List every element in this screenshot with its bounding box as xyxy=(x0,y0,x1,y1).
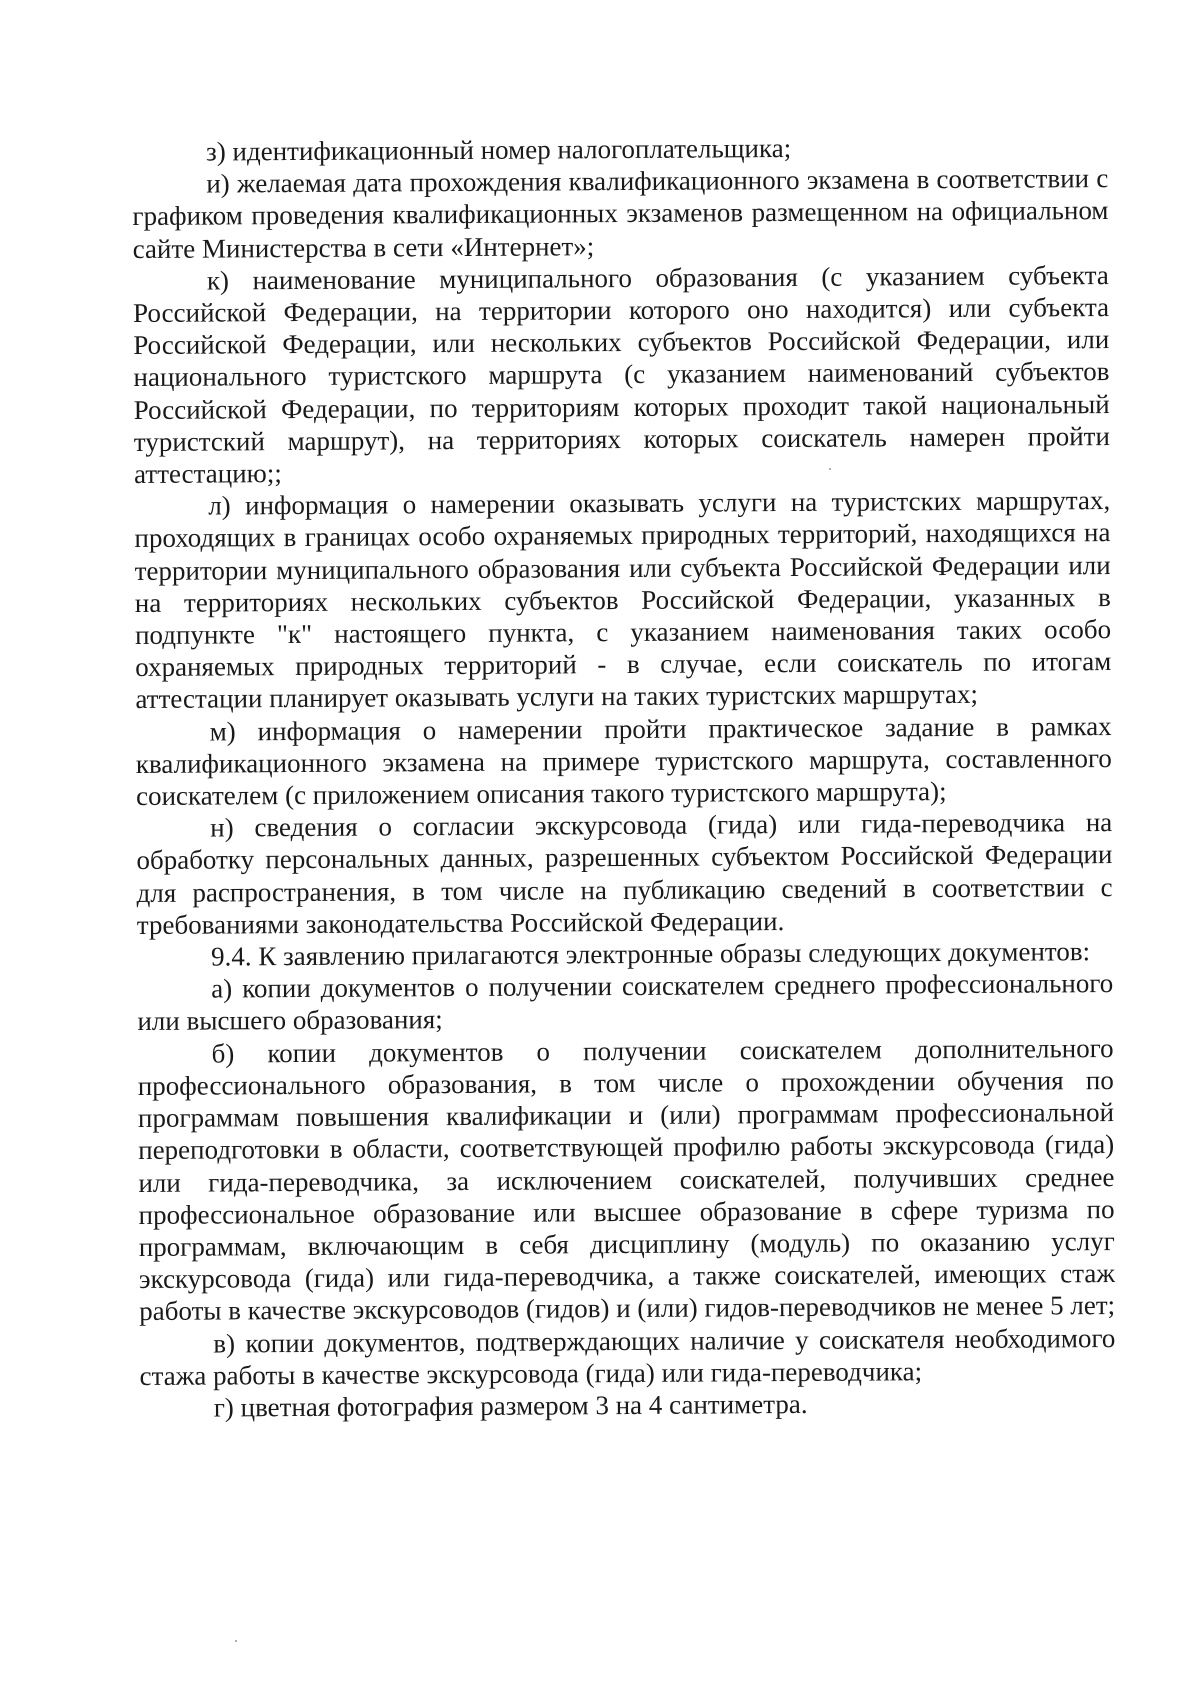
paragraph-i: и) желаемая дата прохождения квалификационного экзамена в соответствии с графиком проведения квалификационных экзаменов размещенном на официальном сайте Министерства в сети «Интернет»; xyxy=(132,163,1109,264)
document-body xyxy=(132,130,1116,1424)
paragraph-g: г) цветная фотография размером 3 на 4 сантиметра. xyxy=(213,1388,808,1423)
scan-speck xyxy=(235,1640,237,1642)
paragraph-l: л) информация о намерении оказывать услуги на туристских маршрутах, проходящих в границах особо охраняемых природных территорий, находящихся на территории муниципального образования или субъекта Российской Федерации или на территориях нескольких субъектов Российской Федерации, указанных в подпункте "к" настоящего пункта, с указанием наименования таких особо охраняемых природных территорий - в случае, если соискатель по итогам аттестации планирует оказывать услуги на таких туристских маршрутах; xyxy=(134,485,1112,715)
paragraph-z: з) идентификационный номер налогоплательщика; xyxy=(206,132,792,167)
paragraph-a: а) копии документов о получении соискателем среднего профессионального или высшего образования; xyxy=(137,968,1114,1037)
paragraph-v: в) копии документов, подтверждающих наличие у соискателя необходимого стажа работы в качестве экскурсовода (гида) или гида-переводчика; xyxy=(139,1322,1116,1391)
paragraph-k: к) наименование муниципального образования (с указанием субъекта Российской Федерации, на территории которого оно находится) или субъекта Российской Федерации, или нескольких субъектов Российской Федерации, или национального туристского маршрута (с указанием наименований субъектов Российской Федерации, по территориям которых проходит такой национальный туристский маршрут), на территориях которых соискатель намерен пройти аттестацию;; xyxy=(132,259,1110,490)
paragraph-n: н) сведения о согласии экскурсовода (гида) или гида-переводчика на обработку персональных данных, разрешенных субъектом Российской Федерации для распространения, в том числе на публикацию сведений в соответствии с требованиями законодательства Российской Федерации. xyxy=(136,807,1113,940)
paragraph-9-4: 9.4. К заявлению прилагаются электронные образы следующих документов: xyxy=(210,936,1091,972)
paragraph-m: м) информация о намерении пройти практическое задание в рамках квалификационного экзамена на примере туристского маршрута, составленного соискателем (с приложением описания такого туристского маршрута); xyxy=(135,710,1112,812)
paragraph-b: б) копии документов о получении соискателем дополнительного профессионального образования, в том числе о прохождении обучения по программам повышения квалификации и (или) программам профессиональной переподготовки в области, соответствующей профилю работы экскурсовода (гида) или гида-переводчика, за исключением соискателей, получивших среднее профессиональное образование или высшее образование в сфере туризма по программам, включающим в себя дисциплину (модуль) по оказанию услуг экскурсовода (гида) или гида-переводчика, а также соискателей, имеющих стаж работы в качестве экскурсоводов (гидов) и (или) гидов-переводчиков не менее 5 лет; xyxy=(137,1032,1116,1327)
scan-speck xyxy=(829,468,831,470)
